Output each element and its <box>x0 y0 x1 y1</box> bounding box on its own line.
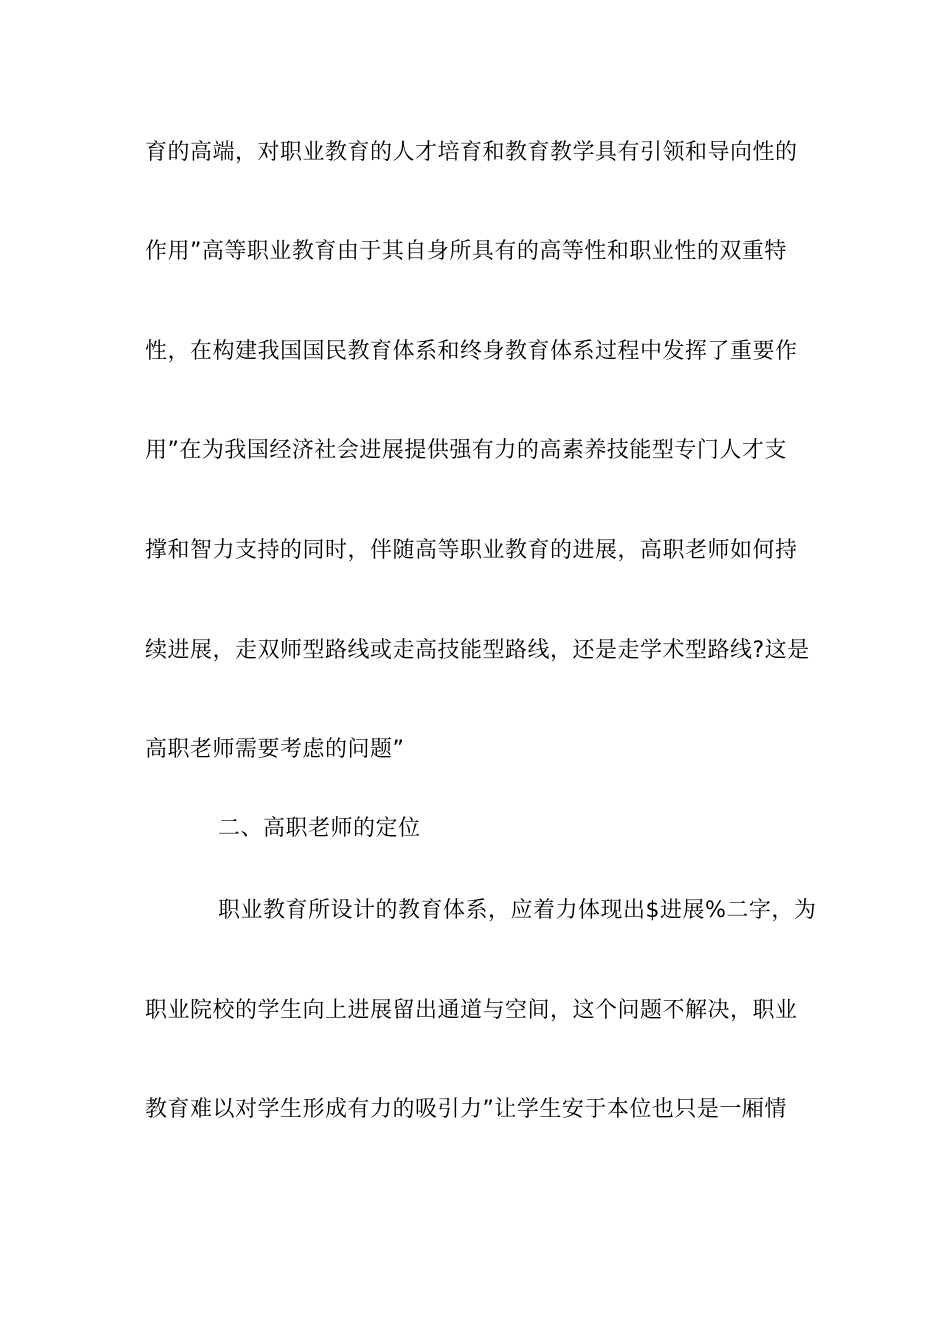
paragraph-line: 职业院校的学生向上进展留出通道与空间，这个问题不解决，职业 <box>145 998 798 1023</box>
paragraph-line: 性，在构建我国国民教育体系和终身教育体系过程中发挥了重要作 <box>145 339 798 364</box>
paragraph-line: 教育难以对学生形成有力的吸引力”让学生安于本位也只是一厢情 <box>145 1097 787 1122</box>
paragraph-line: 撑和智力支持的同时，伴随高等职业教育的进展，高职老师如何持 <box>145 538 798 563</box>
paragraph-line: 作用”高等职业教育由于其自身所具有的高等性和职业性的双重特 <box>145 239 787 264</box>
paragraph-line: 育的高端，对职业教育的人才培育和教育教学具有引领和导向性的 <box>145 140 798 165</box>
paragraph-line: 续进展，走双师型路线或走高技能型路线，还是走学术型路线?这是 <box>145 638 810 663</box>
paragraph-line: 用”在为我国经济社会进展提供强有力的高素养技能型专门人才支 <box>145 438 787 463</box>
paragraph-line: 职业教育所设计的教育体系，应着力体现出$进展%二字，为 <box>218 898 817 923</box>
paragraph-line: 高职老师需要考虑的问题” <box>145 737 405 762</box>
section-heading: 二、高职老师的定位 <box>218 816 421 841</box>
